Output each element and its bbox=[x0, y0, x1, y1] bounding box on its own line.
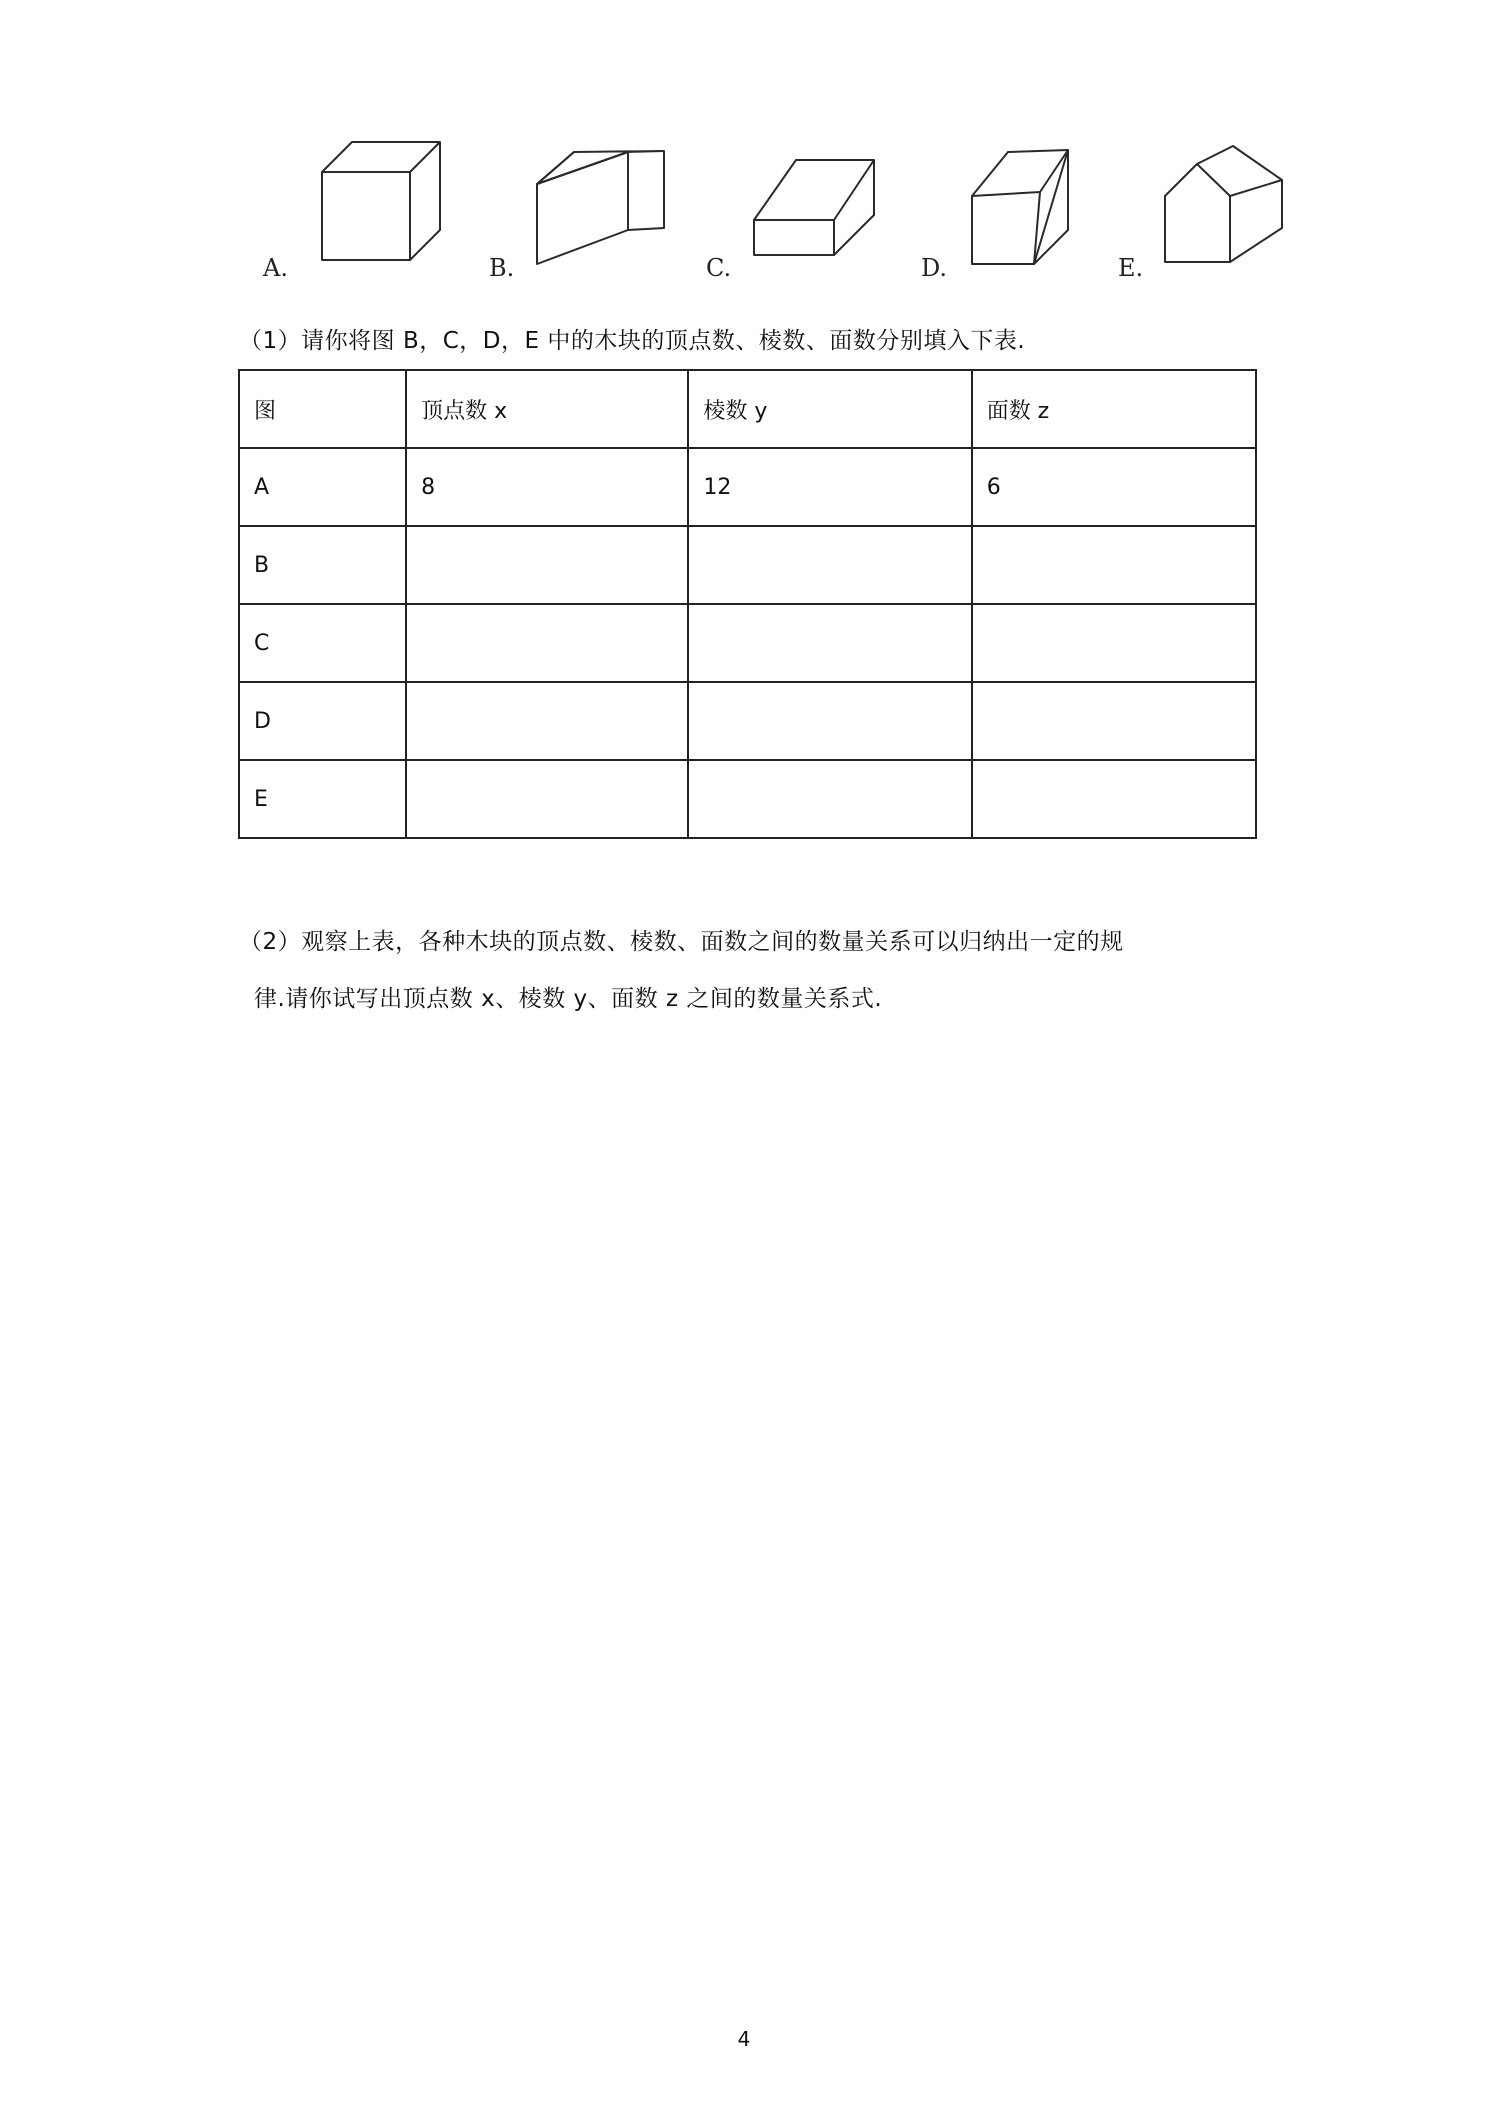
figure-label-e: E. bbox=[1118, 254, 1144, 282]
figure-label-b: B. bbox=[489, 254, 515, 282]
row-label: C bbox=[239, 604, 406, 682]
figure-label-c: C. bbox=[706, 254, 732, 282]
table-header-row bbox=[239, 370, 1256, 448]
table-row bbox=[239, 448, 1256, 526]
question-2 bbox=[239, 914, 1269, 1028]
table-row bbox=[239, 760, 1256, 838]
row-label: B bbox=[239, 526, 406, 604]
figure-label-d: D. bbox=[921, 254, 948, 282]
faces-cell[interactable] bbox=[972, 760, 1256, 838]
edges-cell[interactable] bbox=[688, 604, 971, 682]
edges-cell[interactable] bbox=[688, 682, 971, 760]
edges-cell[interactable] bbox=[688, 526, 971, 604]
row-label: D bbox=[239, 682, 406, 760]
vertices-cell: 8 bbox=[406, 448, 688, 526]
figure-b-prism bbox=[537, 151, 664, 264]
figure-e-house bbox=[1165, 146, 1282, 262]
header-edges: 棱数 y bbox=[688, 370, 971, 448]
vertices-cell[interactable] bbox=[406, 760, 688, 838]
figures-row bbox=[0, 0, 1488, 300]
edges-cell: 12 bbox=[688, 448, 971, 526]
vertices-cell[interactable] bbox=[406, 682, 688, 760]
question-1-text: （1）请你将图 B，C，D，E 中的木块的顶点数、棱数、面数分别填入下表. bbox=[239, 328, 1026, 354]
question-2-line-1: （2）观察上表，各种木块的顶点数、棱数、面数之间的数量关系可以归纳出一定的规 bbox=[239, 929, 1124, 955]
table-row bbox=[239, 526, 1256, 604]
row-label: E bbox=[239, 760, 406, 838]
figure-d-truncated bbox=[972, 150, 1068, 264]
header-faces: 面数 z bbox=[972, 370, 1256, 448]
figure-a-cube bbox=[322, 142, 440, 260]
table-row bbox=[239, 604, 1256, 682]
row-label: A bbox=[239, 448, 406, 526]
figure-label-a: A. bbox=[263, 254, 288, 282]
faces-cell[interactable] bbox=[972, 526, 1256, 604]
faces-cell[interactable] bbox=[972, 682, 1256, 760]
faces-cell: 6 bbox=[972, 448, 1256, 526]
header-vertices: 顶点数 x bbox=[406, 370, 688, 448]
figure-c-block bbox=[754, 160, 874, 255]
solid-figures-illustration bbox=[0, 0, 1488, 300]
vertices-cell[interactable] bbox=[406, 604, 688, 682]
header-figure: 图 bbox=[239, 370, 406, 448]
table-row bbox=[239, 682, 1256, 760]
edges-cell[interactable] bbox=[688, 760, 971, 838]
data-table bbox=[238, 369, 1257, 839]
vertices-cell[interactable] bbox=[406, 526, 688, 604]
page-number: 4 bbox=[737, 2027, 751, 2051]
question-2-line-2: 律.请你试写出顶点数 x、棱数 y、面数 z 之间的数量关系式. bbox=[254, 986, 883, 1012]
faces-cell[interactable] bbox=[972, 604, 1256, 682]
